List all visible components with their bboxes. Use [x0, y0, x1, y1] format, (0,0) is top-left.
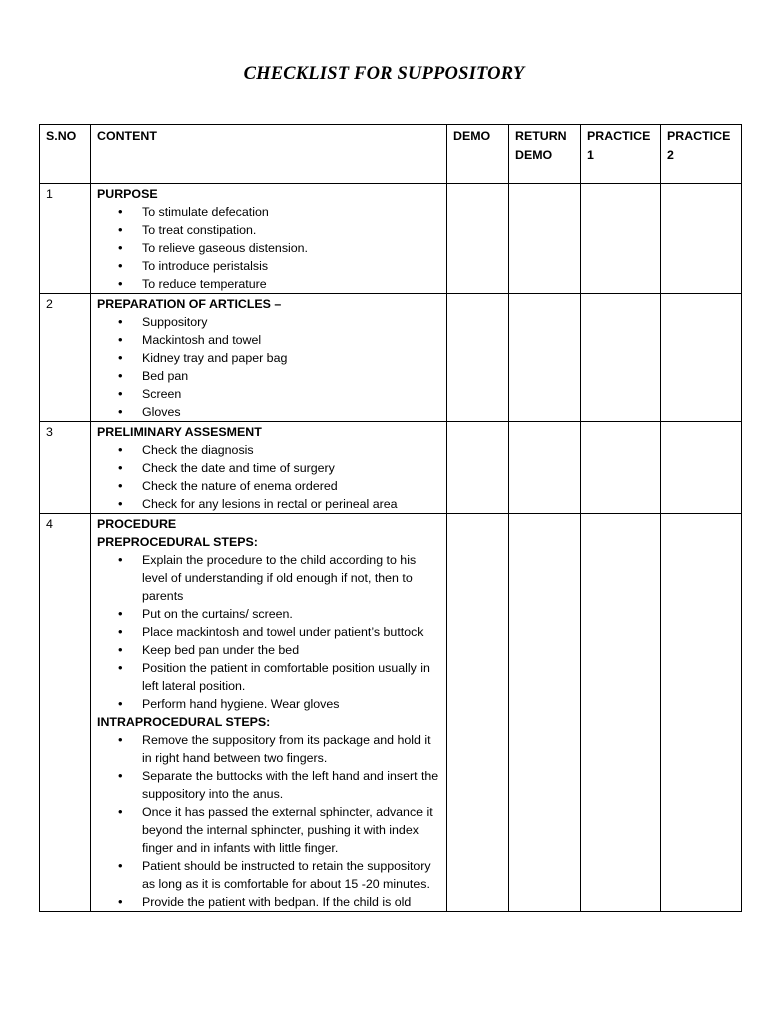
bullet-list [97, 203, 440, 293]
list-item: • Bed pan [97, 367, 440, 385]
header-content: CONTENT [91, 125, 447, 184]
list-item: • Explain the procedure to the child according to his level of understanding if old enough if not, then to parents [97, 551, 440, 605]
list-item: • Screen [97, 385, 440, 403]
bullet-list [97, 551, 440, 713]
list-item: • Perform hand hygiene. Wear gloves [97, 695, 440, 713]
header-sno: S.NO [40, 125, 91, 184]
header-row [40, 125, 742, 184]
practice-2-cell[interactable] [661, 184, 742, 294]
list-item: • Check the date and time of surgery [97, 459, 440, 477]
preprocedural-title: PREPROCEDURAL STEPS: [97, 535, 258, 549]
list-item: • Place mackintosh and towel under patient’s buttock [97, 623, 440, 641]
header-practice-1: PRACTICE 1 [581, 125, 661, 184]
list-item: • Remove the suppository from its package and hold it in right hand between two fingers. [97, 731, 440, 767]
list-item: • Gloves [97, 403, 440, 421]
practice-1-cell[interactable] [581, 184, 661, 294]
practice-1-cell[interactable] [581, 422, 661, 514]
demo-cell[interactable] [447, 184, 509, 294]
list-item: • Check for any lesions in rectal or perineal area [97, 495, 440, 513]
practice-1-cell[interactable] [581, 294, 661, 422]
table-row [40, 514, 742, 912]
bullet-list [97, 313, 440, 421]
list-item: • Suppository [97, 313, 440, 331]
intraprocedural-title: INTRAPROCEDURAL STEPS: [97, 715, 271, 729]
demo-cell[interactable] [447, 422, 509, 514]
page-title: CHECKLIST FOR SUPPOSITORY [243, 64, 525, 84]
row-content [91, 422, 447, 514]
row-content [91, 184, 447, 294]
header-return-demo: RETURN DEMO [509, 125, 581, 184]
row-number: 1 [40, 184, 91, 294]
row-content [91, 294, 447, 422]
practice-1-cell[interactable] [581, 514, 661, 912]
bullet-list [97, 441, 440, 513]
return-demo-cell[interactable] [509, 184, 581, 294]
list-item: • Patient should be instructed to retain the suppository as long as it is comfortable for about 15 -20 minutes. [97, 857, 440, 893]
checklist-table [39, 124, 742, 912]
header-practice-2: PRACTICE 2 [661, 125, 742, 184]
return-demo-cell[interactable] [509, 422, 581, 514]
practice-2-cell[interactable] [661, 294, 742, 422]
return-demo-cell[interactable] [509, 514, 581, 912]
list-item: • Separate the buttocks with the left hand and insert the suppository into the anus. [97, 767, 440, 803]
row-content [91, 514, 447, 912]
table-row [40, 294, 742, 422]
list-item: • Keep bed pan under the bed [97, 641, 440, 659]
header-demo: DEMO [447, 125, 509, 184]
list-item: • Kidney tray and paper bag [97, 349, 440, 367]
list-item: • Mackintosh and towel [97, 331, 440, 349]
section-title: PROCEDURE [97, 517, 177, 531]
table-row [40, 184, 742, 294]
practice-2-cell[interactable] [661, 422, 742, 514]
list-item: • Put on the curtains/ screen. [97, 605, 440, 623]
section-title: PREPARATION OF ARTICLES – [97, 297, 282, 311]
return-demo-cell[interactable] [509, 294, 581, 422]
practice-2-cell[interactable] [661, 514, 742, 912]
bullet-list [97, 731, 440, 911]
table-row [40, 422, 742, 514]
list-item: • Position the patient in comfortable position usually in left lateral position. [97, 659, 440, 695]
section-title: PRELIMINARY ASSESMENT [97, 425, 262, 439]
list-item: • To reduce temperature [97, 275, 440, 293]
list-item: • To stimulate defecation [97, 203, 440, 221]
list-item: • Check the nature of enema ordered [97, 477, 440, 495]
list-item: • Provide the patient with bedpan. If the child is old [97, 893, 440, 911]
list-item: • To introduce peristalsis [97, 257, 440, 275]
list-item: • Check the diagnosis [97, 441, 440, 459]
list-item: • Once it has passed the external sphincter, advance it beyond the internal sphincter, pushing it with index finger and in infants with little finger. [97, 803, 440, 857]
section-title: PURPOSE [97, 187, 158, 201]
row-number: 4 [40, 514, 91, 912]
list-item: • To relieve gaseous distension. [97, 239, 440, 257]
row-number: 3 [40, 422, 91, 514]
demo-cell[interactable] [447, 514, 509, 912]
row-number: 2 [40, 294, 91, 422]
list-item: • To treat constipation. [97, 221, 440, 239]
demo-cell[interactable] [447, 294, 509, 422]
